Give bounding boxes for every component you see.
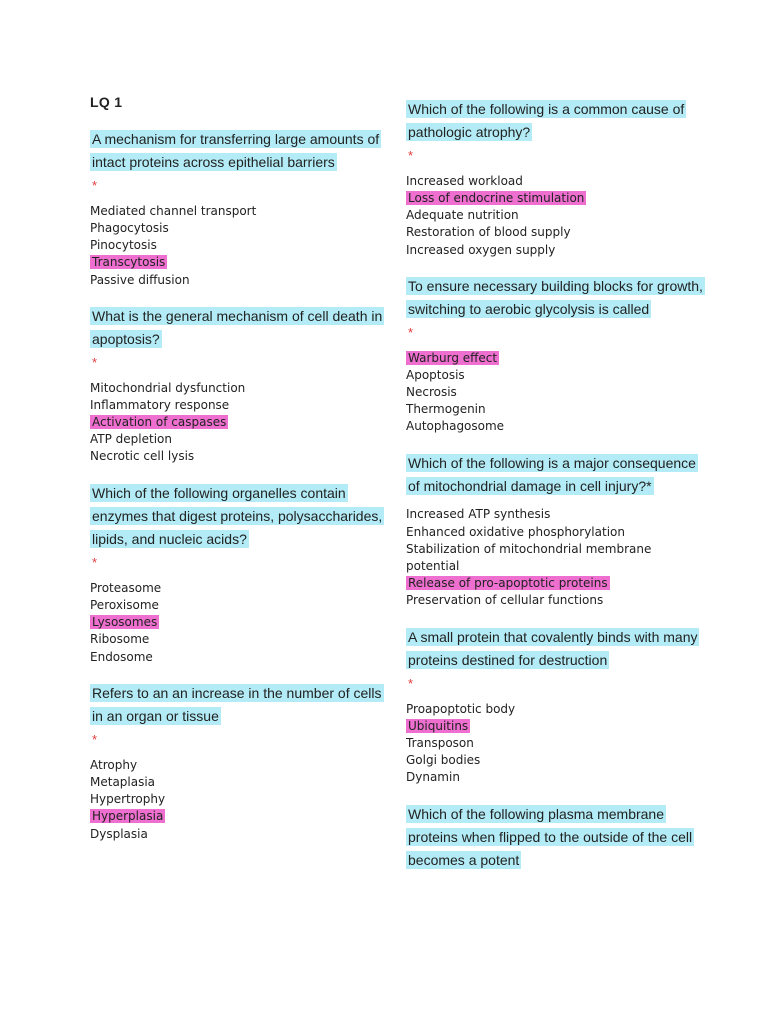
answer-option xyxy=(406,190,706,207)
answer-text: Dysplasia xyxy=(90,826,148,841)
answer-text: Hypertrophy xyxy=(90,792,166,807)
answer-text: Endosome xyxy=(90,649,153,664)
answer-options xyxy=(406,506,706,609)
question-block xyxy=(406,626,706,787)
question-text: Which of the following plasma membrane proteins when flipped to the outside of the cell becomes a potent xyxy=(408,805,693,869)
question-text-container xyxy=(406,452,706,499)
left-column xyxy=(90,128,390,859)
answer-text: Pinocytosis xyxy=(90,238,157,253)
answer-text: Proapoptotic body xyxy=(406,701,516,716)
spacer xyxy=(406,873,706,881)
answer-option xyxy=(90,774,390,791)
answer-option xyxy=(406,752,706,769)
answer-text: Necrotic cell lysis xyxy=(90,449,195,464)
question-block xyxy=(406,275,706,436)
highlighted-answer: Release of pro-apoptotic proteins xyxy=(408,576,608,591)
answer-text: Increased workload xyxy=(406,173,523,188)
answer-option xyxy=(406,575,706,592)
question-block xyxy=(90,482,390,666)
question-text: A small protein that covalently binds with many proteins destined for destruction xyxy=(408,628,698,669)
question-text: Which of the following is a major consequence of mitochondrial damage in cell injury?* xyxy=(408,454,696,495)
answer-option xyxy=(406,224,706,241)
answer-option xyxy=(90,808,390,825)
answer-options xyxy=(90,757,390,843)
answer-option xyxy=(406,384,706,401)
highlighted-answer: Lysosomes xyxy=(92,615,158,630)
answer-text: Increased ATP synthesis xyxy=(406,507,551,522)
highlighted-answer: Hyperplasia xyxy=(92,809,164,824)
question-text: To ensure necessary building blocks for growth, switching to aerobic glycolysis is called xyxy=(408,277,703,318)
answer-option xyxy=(406,592,706,609)
answer-option xyxy=(90,272,390,289)
answer-option xyxy=(406,367,706,384)
answer-option xyxy=(406,242,706,259)
highlighted-answer: Warburg effect xyxy=(408,350,498,365)
question-text-container xyxy=(90,482,390,552)
answer-text: Stabilization of mitochondrial membrane potential xyxy=(406,541,652,574)
required-marker: * xyxy=(92,177,98,193)
answer-option xyxy=(90,397,390,414)
answer-text: Ribosome xyxy=(90,632,150,647)
answer-option xyxy=(90,414,390,431)
answer-option xyxy=(406,769,706,786)
answer-text: Enhanced oxidative phosphorylation xyxy=(406,524,625,539)
answer-text: Passive diffusion xyxy=(90,272,190,287)
question-text-container xyxy=(90,682,390,729)
answer-option xyxy=(90,791,390,808)
answer-text: Dynamin xyxy=(406,770,460,785)
question-block xyxy=(90,305,390,466)
answer-option xyxy=(90,431,390,448)
question-text: Which of the following is a common cause of pathologic atrophy? xyxy=(408,101,685,141)
answer-option xyxy=(90,826,390,843)
answer-text: Increased oxygen supply xyxy=(406,242,556,257)
right-column xyxy=(406,98,706,897)
question-text: Refers to an an increase in the number of cells in an organ or tissue xyxy=(92,684,382,725)
answer-option xyxy=(90,597,390,614)
answer-text: Apoptosis xyxy=(406,367,465,382)
highlighted-answer: Transcytosis xyxy=(92,255,166,270)
answer-text: Golgi bodies xyxy=(406,753,481,768)
answer-option xyxy=(406,524,706,541)
question-block xyxy=(406,98,706,259)
answer-options xyxy=(90,203,390,289)
answer-option xyxy=(406,735,706,752)
answer-option xyxy=(90,220,390,237)
answer-option xyxy=(406,173,706,190)
answer-text: Atrophy xyxy=(90,757,138,772)
answer-option xyxy=(90,254,390,271)
answer-text: Inflammatory response xyxy=(90,397,230,412)
answer-text: Preservation of cellular functions xyxy=(406,593,604,608)
answer-option xyxy=(406,718,706,735)
answer-option xyxy=(90,631,390,648)
answer-option xyxy=(406,506,706,523)
question-block xyxy=(406,803,706,881)
answer-text: Proteasome xyxy=(90,580,162,595)
question-text-container xyxy=(406,803,706,873)
question-text: A mechanism for transferring large amounts of intact proteins across epithelial barriers xyxy=(92,131,380,171)
answer-text: Transposon xyxy=(406,735,474,750)
answer-options xyxy=(406,701,706,787)
required-marker: * xyxy=(92,731,98,747)
question-text-container xyxy=(90,305,390,352)
answer-text: Mediated channel transport xyxy=(90,203,257,218)
page-title: LQ 1 xyxy=(90,94,123,110)
question-block xyxy=(90,128,390,289)
question-block xyxy=(90,682,390,843)
answer-options xyxy=(90,380,390,466)
required-marker: * xyxy=(408,324,414,340)
question-text-container xyxy=(406,275,706,322)
question-block xyxy=(406,452,706,610)
answer-text: Peroxisome xyxy=(90,598,159,613)
required-marker: * xyxy=(92,354,98,370)
answer-option xyxy=(406,401,706,418)
answer-option xyxy=(90,380,390,397)
answer-text: ATP depletion xyxy=(90,432,172,447)
required-marker: * xyxy=(408,675,414,691)
highlighted-answer: Activation of caspases xyxy=(92,415,227,430)
answer-option xyxy=(90,757,390,774)
question-text: Which of the following organelles contain enzymes that digest proteins, polysaccharides, lipids, and nucleic acids? xyxy=(92,484,383,548)
answer-options xyxy=(406,350,706,436)
answer-option xyxy=(406,207,706,224)
answer-option xyxy=(90,649,390,666)
highlighted-answer: Loss of endocrine stimulation xyxy=(408,191,585,206)
answer-text: Adequate nutrition xyxy=(406,208,519,223)
answer-text: Restoration of blood supply xyxy=(406,225,571,240)
required-marker: * xyxy=(92,554,98,570)
answer-options xyxy=(90,580,390,666)
answer-text: Autophagosome xyxy=(406,419,505,434)
highlighted-answer: Ubiquitins xyxy=(408,718,469,733)
answer-text: Metaplasia xyxy=(90,774,156,789)
answer-option xyxy=(90,203,390,220)
answer-option xyxy=(90,580,390,597)
question-text-container xyxy=(90,128,390,175)
answer-option xyxy=(90,237,390,254)
spacer xyxy=(406,498,706,506)
answer-options xyxy=(406,173,706,259)
answer-option xyxy=(90,614,390,631)
required-marker: * xyxy=(408,147,414,163)
answer-text: Necrosis xyxy=(406,385,457,400)
answer-option xyxy=(406,701,706,718)
question-text-container xyxy=(406,626,706,673)
answer-text: Thermogenin xyxy=(406,402,486,417)
question-text-container xyxy=(406,98,706,145)
answer-option xyxy=(406,350,706,367)
answer-text: Phagocytosis xyxy=(90,221,169,236)
answer-option xyxy=(406,418,706,435)
answer-text: Mitochondrial dysfunction xyxy=(90,380,246,395)
question-text: What is the general mechanism of cell death in apoptosis? xyxy=(92,307,383,348)
answer-option xyxy=(406,541,706,575)
answer-option xyxy=(90,448,390,465)
